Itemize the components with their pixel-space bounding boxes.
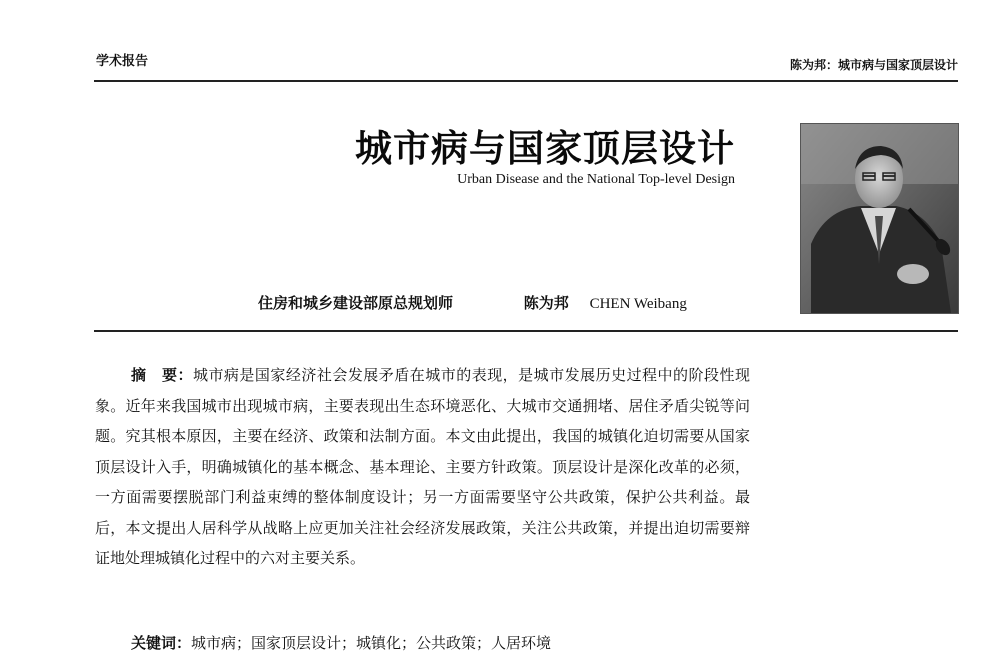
abstract-label: 摘 要：: [131, 366, 193, 384]
author-photo: [800, 123, 959, 314]
top-divider: [94, 80, 958, 82]
journal-section-label: 学术报告: [96, 54, 149, 69]
author-name-cn: 陈为邦: [523, 294, 569, 312]
keywords: [131, 632, 551, 653]
author-name-en: CHEN Weibang: [589, 296, 687, 312]
running-title: 陈为邦：城市病与国家顶层设计: [789, 58, 958, 72]
abstract-text: 城市病是国家经济社会发展矛盾在城市的表现，是城市发展历史过程中的阶段性现象。近年来我国城市出现城市病，主要表现出生态环境恶化、大城市交通拥堵、居住矛盾尖锐等问题。究其根本原因，主要在经济、政策和法制方面。本文由此提出，我国的城镇化迫切需要从国家顶层设计入手，明确城镇化的基本概念、基本理论、主要方针政策。顶层设计是深化改革的必须，一方面需要摆脱部门利益束缚的整体制度设计；另一方面需要坚守公共政策，保护公共利益。最后，本文提出人居科学从战略上应更加关注社会经济发展政策，关注公共政策，并提出迫切需要辩证地处理城镇化过程中的六对主要关系。: [95, 366, 750, 567]
abstract: [95, 360, 750, 574]
keywords-label: 关键词：: [131, 634, 192, 652]
article-title-cn: 城市病与国家顶层设计: [355, 127, 735, 170]
author-line: [258, 292, 687, 313]
author-photo-image: [801, 124, 958, 313]
author-divider: [94, 330, 958, 332]
keywords-text: 城市病；国家顶层设计；城镇化；公共政策；人居环境: [191, 634, 552, 652]
author-affiliation: 住房和城乡建设部原总规划师: [258, 294, 454, 312]
article-title-en: Urban Disease and the National Top-level Design: [457, 172, 735, 187]
